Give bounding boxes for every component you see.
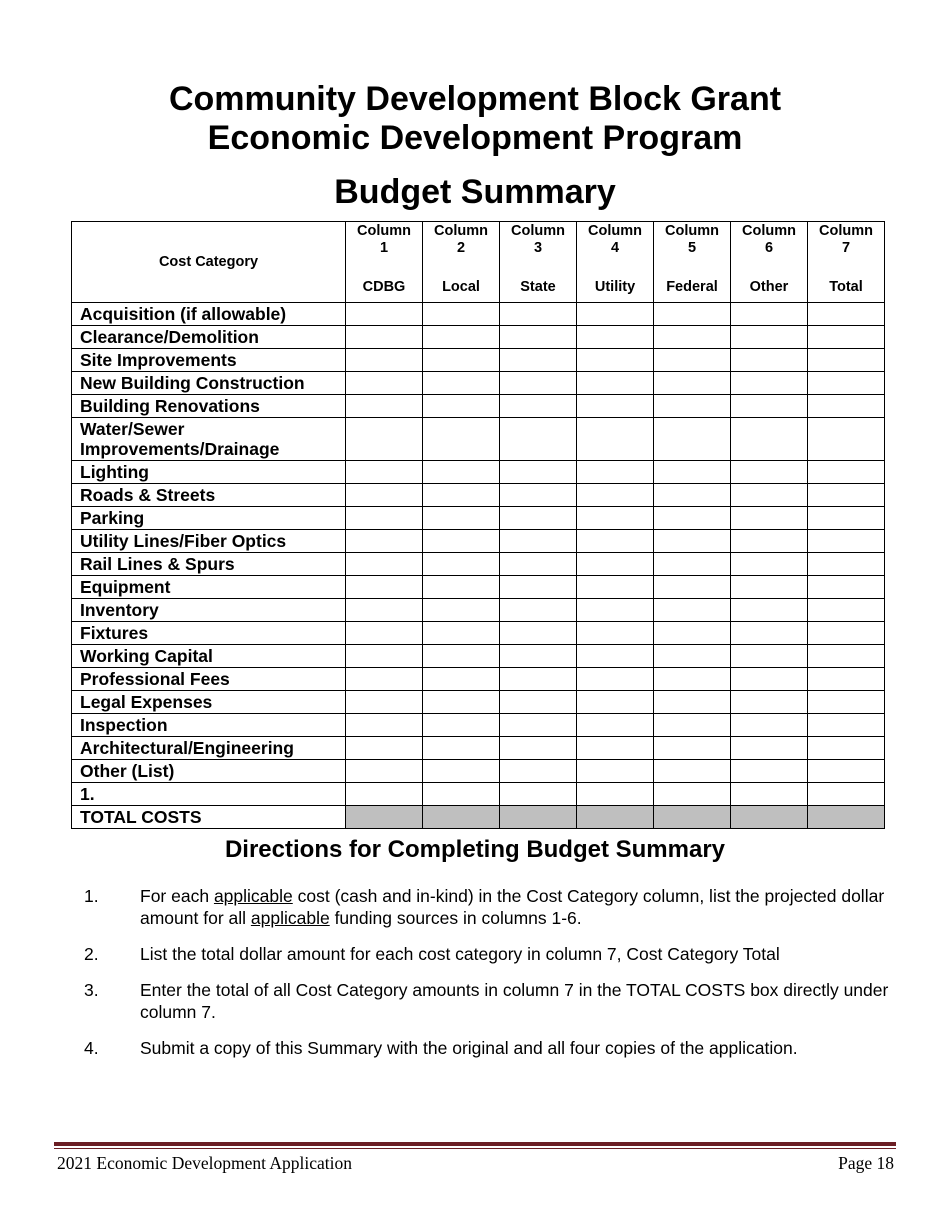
amount-cell-column-6[interactable]	[731, 461, 808, 484]
amount-cell-column-1[interactable]	[346, 599, 423, 622]
amount-cell-column-3[interactable]	[500, 668, 577, 691]
amount-cell-column-7[interactable]	[808, 622, 885, 645]
table-row	[72, 783, 885, 806]
amount-cell-column-1[interactable]	[346, 760, 423, 783]
amount-cell-column-2[interactable]	[423, 484, 500, 507]
table-row	[72, 645, 885, 668]
amount-cell-column-1[interactable]	[346, 668, 423, 691]
cost-category-label: Site Improvements	[72, 349, 346, 372]
direction-number: 4.	[84, 1038, 99, 1058]
amount-cell-column-5[interactable]	[654, 645, 731, 668]
amount-cell-column-7[interactable]	[808, 372, 885, 395]
amount-cell-column-2[interactable]	[423, 622, 500, 645]
column-number-label: Column 1	[357, 223, 411, 256]
amount-cell-column-2[interactable]	[423, 714, 500, 737]
cost-category-label: Inventory	[72, 599, 346, 622]
amount-cell-column-7[interactable]	[808, 326, 885, 349]
column-1-header	[346, 222, 423, 303]
column-number-label: Column 7	[819, 223, 873, 256]
table-row	[72, 714, 885, 737]
cost-category-label: New Building Construction	[72, 372, 346, 395]
amount-cell-column-1[interactable]	[346, 553, 423, 576]
cost-category-label: Working Capital	[72, 645, 346, 668]
cost-category-label: Professional Fees	[72, 668, 346, 691]
total-cell-column-1	[346, 806, 423, 829]
amount-cell-column-1[interactable]	[346, 303, 423, 326]
direction-item	[84, 1037, 894, 1059]
amount-cell-column-7[interactable]	[808, 461, 885, 484]
amount-cell-column-1[interactable]	[346, 783, 423, 806]
amount-cell-column-2[interactable]	[423, 783, 500, 806]
table-row	[72, 576, 885, 599]
amount-cell-column-5[interactable]	[654, 691, 731, 714]
direction-text: List the total dollar amount for each cost category in column 7, Cost Category Total	[140, 944, 780, 964]
amount-cell-column-1[interactable]	[346, 461, 423, 484]
table-row	[72, 622, 885, 645]
amount-cell-column-6[interactable]	[731, 714, 808, 737]
cost-category-label: Lighting	[72, 461, 346, 484]
amount-cell-column-3[interactable]	[500, 622, 577, 645]
amount-cell-column-7[interactable]	[808, 484, 885, 507]
amount-cell-column-3[interactable]	[500, 461, 577, 484]
direction-text: For each	[140, 886, 214, 906]
amount-cell-column-6[interactable]	[731, 395, 808, 418]
amount-cell-column-6[interactable]	[731, 326, 808, 349]
amount-cell-column-6[interactable]	[731, 737, 808, 760]
amount-cell-column-4[interactable]	[577, 349, 654, 372]
table-row	[72, 668, 885, 691]
table-row	[72, 418, 885, 461]
amount-cell-column-1[interactable]	[346, 691, 423, 714]
column-number-label: Column 6	[742, 223, 796, 256]
amount-cell-column-3[interactable]	[500, 737, 577, 760]
amount-cell-column-5[interactable]	[654, 714, 731, 737]
cost-category-label: Architectural/Engineering	[72, 737, 346, 760]
amount-cell-column-7[interactable]	[808, 599, 885, 622]
amount-cell-column-2[interactable]	[423, 530, 500, 553]
amount-cell-column-2[interactable]	[423, 507, 500, 530]
amount-cell-column-5[interactable]	[654, 622, 731, 645]
amount-cell-column-6[interactable]	[731, 691, 808, 714]
total-cell-column-2	[423, 806, 500, 829]
amount-cell-column-1[interactable]	[346, 484, 423, 507]
amount-cell-column-3[interactable]	[500, 418, 577, 461]
total-cell-column-7	[808, 806, 885, 829]
amount-cell-column-1[interactable]	[346, 737, 423, 760]
amount-cell-column-7[interactable]	[808, 349, 885, 372]
amount-cell-column-4[interactable]	[577, 530, 654, 553]
table-row	[72, 760, 885, 783]
directions-list	[84, 885, 894, 1073]
amount-cell-column-6[interactable]	[731, 668, 808, 691]
amount-cell-column-2[interactable]	[423, 760, 500, 783]
table-row	[72, 553, 885, 576]
direction-item	[84, 885, 894, 929]
amount-cell-column-5[interactable]	[654, 760, 731, 783]
amount-cell-column-6[interactable]	[731, 760, 808, 783]
underlined-text: applicable	[213, 886, 293, 906]
direction-text: Submit a copy of this Summary with the original and all four copies of the application.	[140, 1038, 798, 1058]
amount-cell-column-1[interactable]	[346, 622, 423, 645]
amount-cell-column-4[interactable]	[577, 760, 654, 783]
total-costs-row	[72, 806, 885, 829]
amount-cell-column-4[interactable]	[577, 783, 654, 806]
amount-cell-column-2[interactable]	[423, 461, 500, 484]
total-cell-column-6	[731, 806, 808, 829]
amount-cell-column-4[interactable]	[577, 737, 654, 760]
amount-cell-column-2[interactable]	[423, 599, 500, 622]
column-number-label: Column 4	[588, 223, 642, 256]
amount-cell-column-4[interactable]	[577, 372, 654, 395]
table-row	[72, 372, 885, 395]
direction-item	[84, 979, 894, 1023]
amount-cell-column-3[interactable]	[500, 303, 577, 326]
amount-cell-column-1[interactable]	[346, 395, 423, 418]
amount-cell-column-6[interactable]	[731, 645, 808, 668]
amount-cell-column-6[interactable]	[731, 507, 808, 530]
title-line-1: Community Development Block Grant	[168, 80, 782, 118]
amount-cell-column-3[interactable]	[500, 395, 577, 418]
amount-cell-column-7[interactable]	[808, 530, 885, 553]
cost-category-label: Building Renovations	[72, 395, 346, 418]
amount-cell-column-6[interactable]	[731, 372, 808, 395]
amount-cell-column-3[interactable]	[500, 507, 577, 530]
amount-cell-column-3[interactable]	[500, 714, 577, 737]
amount-cell-column-5[interactable]	[654, 395, 731, 418]
amount-cell-column-2[interactable]	[423, 326, 500, 349]
amount-cell-column-1[interactable]	[346, 530, 423, 553]
column-source-label: CDBG	[362, 279, 406, 295]
amount-cell-column-7[interactable]	[808, 395, 885, 418]
amount-cell-column-4[interactable]	[577, 691, 654, 714]
amount-cell-column-3[interactable]	[500, 576, 577, 599]
amount-cell-column-5[interactable]	[654, 783, 731, 806]
amount-cell-column-7[interactable]	[808, 737, 885, 760]
cost-category-label: Legal Expenses	[72, 691, 346, 714]
amount-cell-column-1[interactable]	[346, 349, 423, 372]
column-3-header	[500, 222, 577, 303]
amount-cell-column-6[interactable]	[731, 303, 808, 326]
total-cell-column-3	[500, 806, 577, 829]
amount-cell-column-5[interactable]	[654, 553, 731, 576]
amount-cell-column-3[interactable]	[500, 760, 577, 783]
cost-category-label: Utility Lines/Fiber Optics	[72, 530, 346, 553]
direction-text: Enter the total of all Cost Category amounts in column 7 in the TOTAL COSTS box directly under column 7.	[140, 980, 889, 1022]
amount-cell-column-1[interactable]	[346, 372, 423, 395]
amount-cell-column-3[interactable]	[500, 484, 577, 507]
amount-cell-column-5[interactable]	[654, 507, 731, 530]
cost-category-label: Roads & Streets	[72, 484, 346, 507]
amount-cell-column-5[interactable]	[654, 576, 731, 599]
amount-cell-column-4[interactable]	[577, 484, 654, 507]
amount-cell-column-2[interactable]	[423, 372, 500, 395]
directions-heading: Directions for Completing Budget Summary	[224, 836, 726, 863]
table-row	[72, 461, 885, 484]
amount-cell-column-3[interactable]	[500, 372, 577, 395]
total-cell-column-4	[577, 806, 654, 829]
amount-cell-column-6[interactable]	[731, 418, 808, 461]
total-costs-label: TOTAL COSTS	[72, 806, 346, 829]
amount-cell-column-4[interactable]	[577, 622, 654, 645]
amount-cell-column-4[interactable]	[577, 395, 654, 418]
amount-cell-column-4[interactable]	[577, 303, 654, 326]
underlined-text: applicable	[250, 908, 330, 928]
cost-category-label: Equipment	[72, 576, 346, 599]
cost-category-label: Acquisition (if allowable)	[72, 303, 346, 326]
table-row	[72, 484, 885, 507]
budget-summary-title: Budget Summary	[334, 173, 616, 211]
footer-rule-thick	[54, 1142, 896, 1146]
column-number-label: Column 5	[665, 223, 719, 256]
amount-cell-column-2[interactable]	[423, 349, 500, 372]
amount-cell-column-3[interactable]	[500, 530, 577, 553]
amount-cell-column-2[interactable]	[423, 303, 500, 326]
table-body	[72, 303, 885, 829]
amount-cell-column-1[interactable]	[346, 418, 423, 461]
table-row	[72, 507, 885, 530]
footer-rule-thin	[54, 1148, 896, 1149]
amount-cell-column-7[interactable]	[808, 507, 885, 530]
column-4-header	[577, 222, 654, 303]
table-row	[72, 691, 885, 714]
table-row	[72, 530, 885, 553]
amount-cell-column-5[interactable]	[654, 484, 731, 507]
table-row	[72, 326, 885, 349]
amount-cell-column-5[interactable]	[654, 418, 731, 461]
direction-text: funding sources in columns 1-6.	[329, 908, 582, 928]
amount-cell-column-1[interactable]	[346, 326, 423, 349]
amount-cell-column-6[interactable]	[731, 576, 808, 599]
direction-number: 3.	[84, 980, 99, 1000]
amount-cell-column-6[interactable]	[731, 349, 808, 372]
amount-cell-column-4[interactable]	[577, 418, 654, 461]
amount-cell-column-5[interactable]	[654, 349, 731, 372]
column-source-label: Federal	[666, 279, 718, 295]
amount-cell-column-2[interactable]	[423, 737, 500, 760]
total-cell-column-5	[654, 806, 731, 829]
direction-text: cost (cash and in-kind) in the Cost Category column, list the projected dollar amount for all	[140, 886, 885, 928]
amount-cell-column-4[interactable]	[577, 326, 654, 349]
cost-category-label: Inspection	[72, 714, 346, 737]
amount-cell-column-3[interactable]	[500, 349, 577, 372]
column-source-label: Other	[749, 279, 789, 295]
amount-cell-column-4[interactable]	[577, 553, 654, 576]
cost-category-label: Other (List)	[72, 760, 346, 783]
amount-cell-column-2[interactable]	[423, 645, 500, 668]
amount-cell-column-1[interactable]	[346, 507, 423, 530]
amount-cell-column-1[interactable]	[346, 645, 423, 668]
amount-cell-column-3[interactable]	[500, 645, 577, 668]
amount-cell-column-5[interactable]	[654, 372, 731, 395]
column-5-header	[654, 222, 731, 303]
amount-cell-column-7[interactable]	[808, 668, 885, 691]
table-row	[72, 737, 885, 760]
amount-cell-column-4[interactable]	[577, 714, 654, 737]
amount-cell-column-2[interactable]	[423, 668, 500, 691]
direction-number: 1.	[84, 886, 99, 906]
amount-cell-column-7[interactable]	[808, 760, 885, 783]
amount-cell-column-7[interactable]	[808, 691, 885, 714]
amount-cell-column-2[interactable]	[423, 576, 500, 599]
cost-category-header: Cost Category	[72, 222, 346, 303]
column-number-label: Column 3	[511, 223, 565, 256]
amount-cell-column-5[interactable]	[654, 599, 731, 622]
column-source-label: State	[520, 279, 556, 295]
amount-cell-column-4[interactable]	[577, 599, 654, 622]
amount-cell-column-2[interactable]	[423, 553, 500, 576]
cost-category-label: Water/Sewer Improvements/Drainage	[72, 418, 346, 461]
amount-cell-column-6[interactable]	[731, 530, 808, 553]
footer-page-number: Page 18	[838, 1153, 894, 1173]
amount-cell-column-5[interactable]	[654, 326, 731, 349]
amount-cell-column-5[interactable]	[654, 737, 731, 760]
amount-cell-column-3[interactable]	[500, 553, 577, 576]
amount-cell-column-6[interactable]	[731, 622, 808, 645]
amount-cell-column-2[interactable]	[423, 418, 500, 461]
amount-cell-column-7[interactable]	[808, 418, 885, 461]
amount-cell-column-5[interactable]	[654, 461, 731, 484]
footer-document-name: 2021 Economic Development Application	[57, 1153, 353, 1173]
amount-cell-column-5[interactable]	[654, 303, 731, 326]
table-header-row	[72, 222, 885, 303]
amount-cell-column-2[interactable]	[423, 395, 500, 418]
amount-cell-column-3[interactable]	[500, 326, 577, 349]
column-source-label: Total	[829, 279, 863, 295]
amount-cell-column-4[interactable]	[577, 576, 654, 599]
amount-cell-column-5[interactable]	[654, 668, 731, 691]
column-source-label: Local	[442, 279, 480, 295]
amount-cell-column-1[interactable]	[346, 576, 423, 599]
column-2-header	[423, 222, 500, 303]
title-line-2: Economic Development Program	[207, 119, 743, 157]
table-row	[72, 395, 885, 418]
cost-category-label: Rail Lines & Spurs	[72, 553, 346, 576]
amount-cell-column-7[interactable]	[808, 645, 885, 668]
cost-category-label: Parking	[72, 507, 346, 530]
budget-summary-table	[71, 221, 885, 829]
amount-cell-column-6[interactable]	[731, 553, 808, 576]
amount-cell-column-7[interactable]	[808, 576, 885, 599]
amount-cell-column-3[interactable]	[500, 783, 577, 806]
amount-cell-column-4[interactable]	[577, 645, 654, 668]
column-6-header	[731, 222, 808, 303]
amount-cell-column-2[interactable]	[423, 691, 500, 714]
amount-cell-column-7[interactable]	[808, 303, 885, 326]
direction-number: 2.	[84, 944, 99, 964]
amount-cell-column-7[interactable]	[808, 714, 885, 737]
amount-cell-column-6[interactable]	[731, 484, 808, 507]
amount-cell-column-7[interactable]	[808, 783, 885, 806]
table-row	[72, 303, 885, 326]
amount-cell-column-4[interactable]	[577, 507, 654, 530]
amount-cell-column-7[interactable]	[808, 553, 885, 576]
amount-cell-column-4[interactable]	[577, 668, 654, 691]
amount-cell-column-3[interactable]	[500, 599, 577, 622]
column-number-label: Column 2	[434, 223, 488, 256]
column-source-label: Utility	[594, 279, 636, 295]
amount-cell-column-6[interactable]	[731, 599, 808, 622]
cost-category-label: 1.	[72, 783, 346, 806]
table-row	[72, 599, 885, 622]
amount-cell-column-6[interactable]	[731, 783, 808, 806]
cost-category-label: Clearance/Demolition	[72, 326, 346, 349]
cost-category-label: Fixtures	[72, 622, 346, 645]
amount-cell-column-5[interactable]	[654, 530, 731, 553]
amount-cell-column-4[interactable]	[577, 461, 654, 484]
direction-item	[84, 943, 894, 965]
amount-cell-column-1[interactable]	[346, 714, 423, 737]
amount-cell-column-3[interactable]	[500, 691, 577, 714]
column-7-header	[808, 222, 885, 303]
table-row	[72, 349, 885, 372]
